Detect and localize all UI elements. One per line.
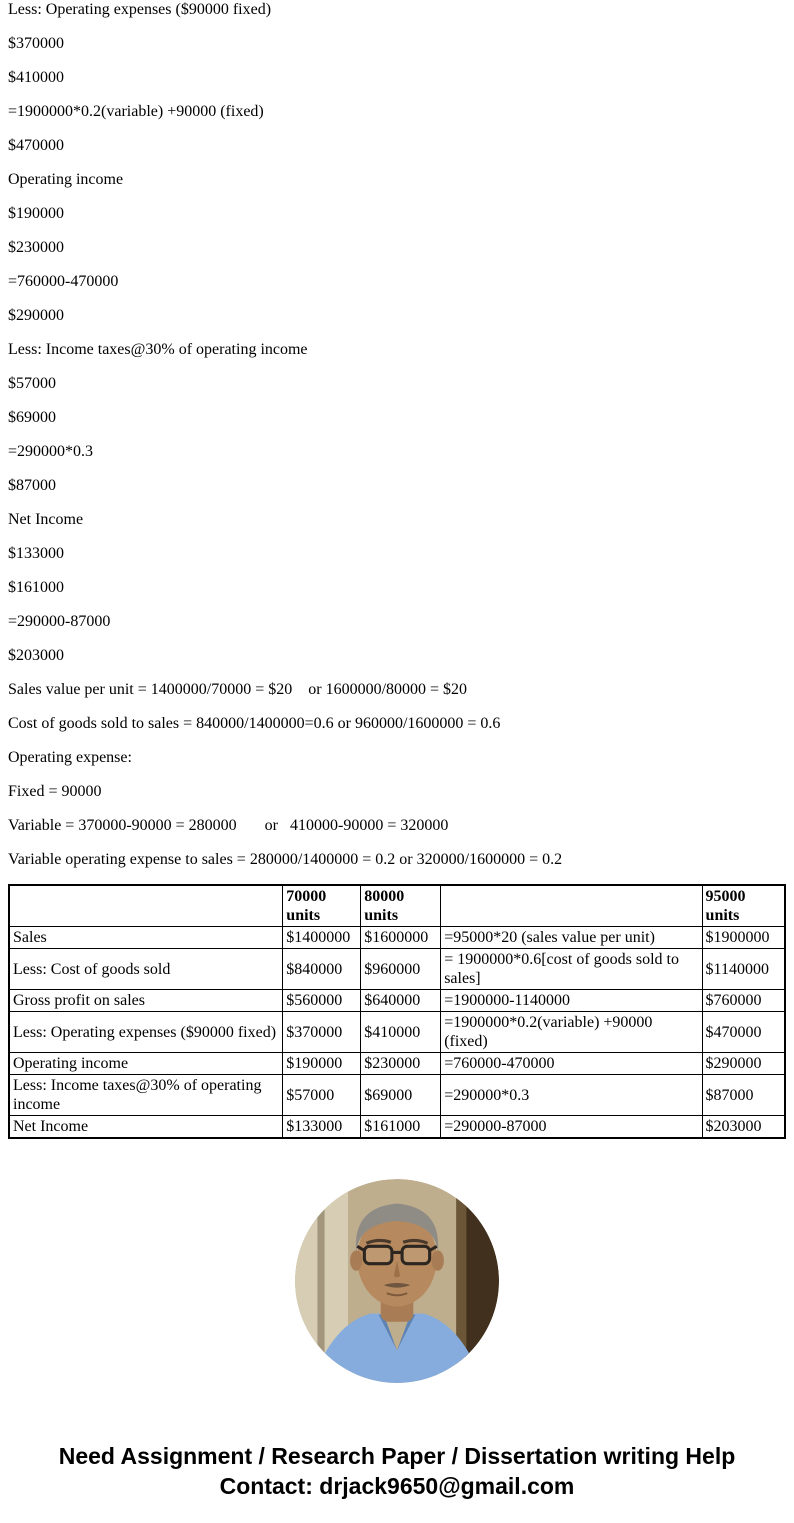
row-label-cell: Net Income [9, 1116, 283, 1139]
doc-paragraph: Variable = 370000-90000 = 280000 or 410000-90000 = 320000 [8, 817, 449, 834]
header-cell-95000-units: 95000 units [702, 885, 785, 927]
table-cell: $133000 [283, 1116, 361, 1139]
table-cell: $1400000 [283, 927, 361, 949]
table-cell: $203000 [702, 1116, 785, 1139]
doc-paragraph: $87000 [8, 477, 56, 494]
table-row-cogs [9, 949, 785, 990]
formula-cell: =760000-470000 [441, 1053, 702, 1075]
row-label-cell: Sales [9, 927, 283, 949]
header-cell-80000-units: 80000 units [361, 885, 441, 927]
doc-paragraph: $190000 [8, 205, 64, 222]
doc-paragraph: =290000-87000 [8, 613, 111, 630]
row-label-cell: Gross profit on sales [9, 990, 283, 1012]
table-cell: $370000 [283, 1012, 361, 1053]
table-cell: $560000 [283, 990, 361, 1012]
table-cell: $69000 [361, 1075, 441, 1116]
doc-paragraph: Variable operating expense to sales = 280000/1400000 = 0.2 or 320000/1600000 = 0.2 [8, 851, 563, 868]
table-row-sales [9, 927, 785, 949]
doc-paragraph: $370000 [8, 35, 64, 52]
header-cell-blank [9, 885, 283, 927]
doc-paragraph: $133000 [8, 545, 64, 562]
doc-paragraph: Sales value per unit = 1400000/70000 = $20 or 1600000/80000 = $20 [8, 681, 468, 698]
table-cell: $161000 [361, 1116, 441, 1139]
doc-paragraph: =760000-470000 [8, 273, 119, 290]
doc-paragraph: Fixed = 90000 [8, 783, 102, 800]
header-cell-formula [441, 885, 702, 927]
doc-paragraph: Less: Income taxes@30% of operating income [8, 341, 308, 358]
table-row-operating-expenses [9, 1012, 785, 1053]
doc-paragraph: =290000*0.3 [8, 443, 94, 460]
table-cell: $1140000 [702, 949, 785, 990]
table-row-gross-profit [9, 990, 785, 1012]
row-label-cell: Less: Cost of goods sold [9, 949, 283, 990]
doc-paragraph: $470000 [8, 137, 64, 154]
doc-paragraph: Operating income [8, 171, 124, 188]
table-cell: $760000 [702, 990, 785, 1012]
table-cell: $1600000 [361, 927, 441, 949]
footer-help-text: Need Assignment / Research Paper / Dissertation writing Help [58, 1443, 736, 1469]
formula-cell: =290000*0.3 [441, 1075, 702, 1116]
table-cell: $290000 [702, 1053, 785, 1075]
formula-cell: =1900000-1140000 [441, 990, 702, 1012]
table-cell: $470000 [702, 1012, 785, 1053]
doc-paragraph: Less: Operating expenses ($90000 fixed) [8, 1, 272, 18]
doc-paragraph: $203000 [8, 647, 64, 664]
formula-cell: =95000*20 (sales value per unit) [441, 927, 702, 949]
row-label-cell: Less: Income taxes@30% of operating income [9, 1075, 283, 1116]
table-row-income-taxes [9, 1075, 785, 1116]
doc-paragraph: $410000 [8, 69, 64, 86]
tutor-photo [295, 1179, 499, 1383]
doc-paragraph: =1900000*0.2(variable) +90000 (fixed) [8, 103, 264, 120]
table-cell: $57000 [283, 1075, 361, 1116]
row-label-cell: Less: Operating expenses ($90000 fixed) [9, 1012, 283, 1053]
table-cell: $410000 [361, 1012, 441, 1053]
formula-cell: =290000-87000 [441, 1116, 702, 1139]
table-cell: $190000 [283, 1053, 361, 1075]
row-label-cell: Operating income [9, 1053, 283, 1075]
footer-contact-email: Contact: drjack9650@gmail.com [219, 1473, 575, 1499]
doc-paragraph: $161000 [8, 579, 64, 596]
doc-paragraph: Operating expense: [8, 749, 132, 766]
table-row-net-income [9, 1116, 785, 1139]
doc-paragraph: $57000 [8, 375, 56, 392]
footer-promo [57, 1441, 737, 1501]
formula-cell: =1900000*0.2(variable) +90000 (fixed) [441, 1012, 702, 1053]
table-cell: $1900000 [702, 927, 785, 949]
doc-paragraph: Net Income [8, 511, 84, 528]
header-cell-70000-units: 70000 units [283, 885, 361, 927]
avatar-container [0, 1179, 794, 1383]
table-row-operating-income [9, 1053, 785, 1075]
doc-paragraph: $290000 [8, 307, 64, 324]
table-header-row [9, 885, 785, 927]
table-cell: $840000 [283, 949, 361, 990]
doc-paragraph: $69000 [8, 409, 56, 426]
cvp-analysis-table [8, 884, 786, 1139]
formula-cell: = 1900000*0.6[cost of goods sold to sales] [441, 949, 702, 990]
doc-paragraph: $230000 [8, 239, 64, 256]
doc-paragraph: Cost of goods sold to sales = 840000/1400000=0.6 or 960000/1600000 = 0.6 [8, 715, 501, 732]
table-cell: $640000 [361, 990, 441, 1012]
table-cell: $960000 [361, 949, 441, 990]
table-cell: $87000 [702, 1075, 785, 1116]
table-cell: $230000 [361, 1053, 441, 1075]
